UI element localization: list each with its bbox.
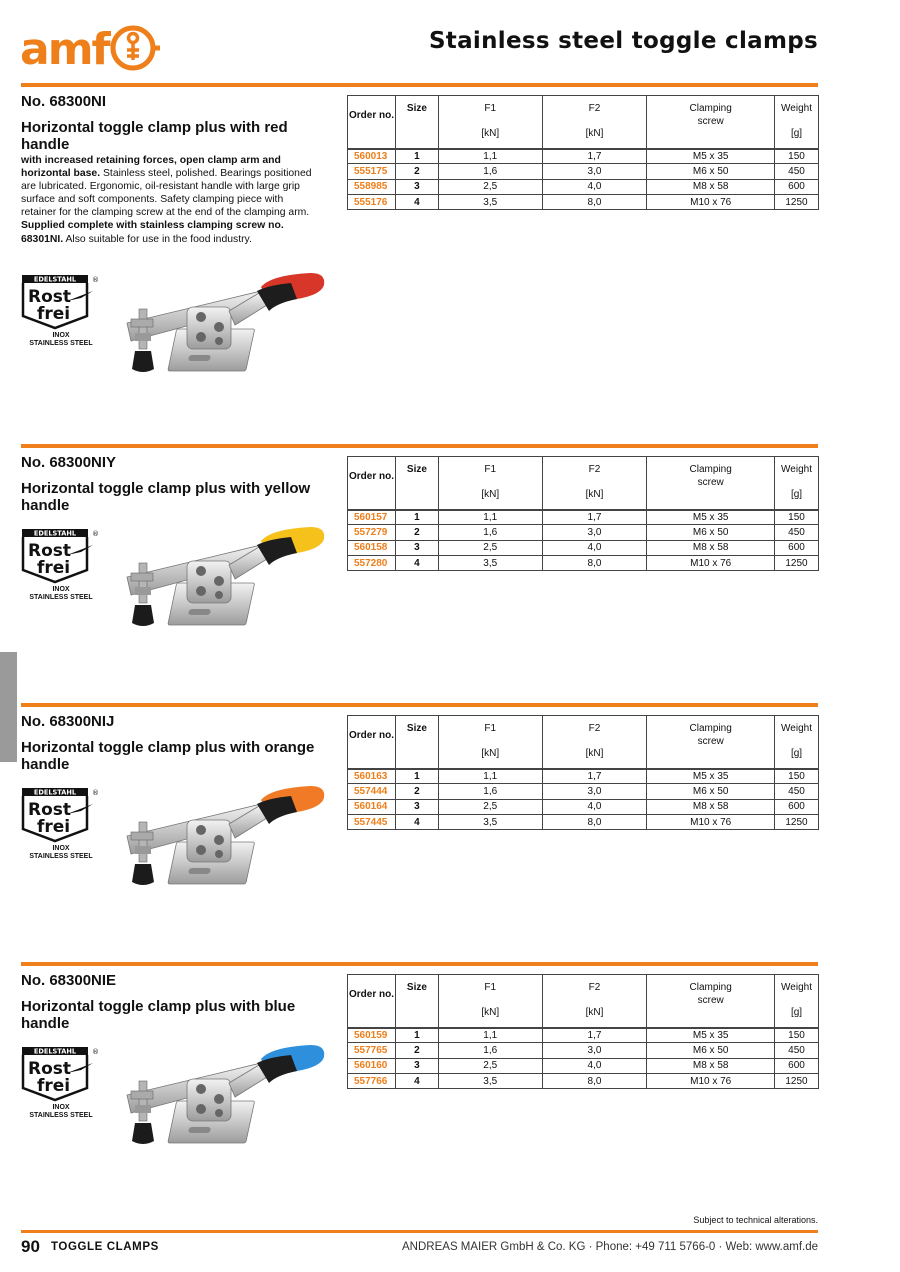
description-supplied: Supplied complete with stainless clamping screw no. 68301NI.	[21, 220, 284, 245]
f1-cell: 1,1	[438, 149, 542, 164]
f1-cell: 1,1	[438, 769, 542, 784]
order-number[interactable]: 555176	[348, 194, 396, 209]
svg-text:Rost: Rost	[28, 800, 72, 820]
inox-text: INOX	[52, 332, 70, 339]
f1-cell: 1,1	[438, 1028, 542, 1043]
weight-cell: 150	[775, 1028, 819, 1043]
order-number[interactable]: 560164	[348, 799, 396, 814]
inox-text: INOX	[52, 845, 70, 852]
f1-cell: 3,5	[438, 555, 542, 570]
stainless-steel-text: STAINLESS STEEL	[29, 1112, 93, 1119]
f2-cell: 4,0	[542, 1058, 647, 1073]
weight-cell: 1250	[775, 194, 819, 209]
inox-label	[21, 1104, 101, 1120]
col-screw: Clamping screw	[647, 96, 775, 149]
weight-cell: 450	[775, 1043, 819, 1058]
toggle-clamp-image	[121, 271, 326, 391]
product-section	[21, 962, 818, 1202]
table-header-row	[348, 716, 819, 769]
col-f1: F1 [kN]	[438, 975, 542, 1028]
f1-cell: 1,1	[438, 510, 542, 525]
f2-cell: 1,7	[542, 149, 647, 164]
screw-cell: M5 x 35	[647, 769, 775, 784]
spec-table	[347, 974, 819, 1089]
product-title: Horizontal toggle clamp plus with orange handle	[21, 739, 315, 773]
size-cell: 3	[395, 799, 438, 814]
size-cell: 2	[395, 525, 438, 540]
screw-cell: M5 x 35	[647, 510, 775, 525]
table-row	[348, 1043, 819, 1058]
f2-cell: 1,7	[542, 1028, 647, 1043]
footer-rule	[21, 1230, 818, 1233]
f2-cell: 3,0	[542, 525, 647, 540]
page-title: Stainless steel toggle clamps	[428, 28, 818, 54]
description-lead: with increased retaining forces, open clamp arm and horizontal base.	[21, 155, 281, 180]
f1-cell: 2,5	[438, 179, 542, 194]
product-section	[21, 83, 818, 444]
col-weight: Weight [g]	[775, 716, 819, 769]
col-screw: Clamping screw	[647, 975, 775, 1028]
col-screw: Clamping screw	[647, 716, 775, 769]
order-number[interactable]: 557445	[348, 814, 396, 829]
screw-cell: M5 x 35	[647, 1028, 775, 1043]
f2-cell: 8,0	[542, 194, 647, 209]
f1-cell: 2,5	[438, 1058, 542, 1073]
spec-table	[347, 456, 819, 571]
f2-cell: 8,0	[542, 1073, 647, 1088]
screw-cell: M6 x 50	[647, 525, 775, 540]
weight-cell: 600	[775, 179, 819, 194]
screw-cell: M6 x 50	[647, 784, 775, 799]
size-cell: 3	[395, 1058, 438, 1073]
svg-text:frei: frei	[37, 817, 71, 837]
order-number[interactable]: 560158	[348, 540, 396, 555]
col-weight: Weight [g]	[775, 975, 819, 1028]
weight-cell: 1250	[775, 555, 819, 570]
footer-company: ANDREAS MAIER GmbH & Co. KG · Phone: +49 711 5766-0 · Web: www.amf.de	[402, 1241, 818, 1253]
table-header-row	[348, 96, 819, 149]
col-size: Size	[395, 96, 438, 149]
screw-cell: M10 x 76	[647, 555, 775, 570]
svg-text:amf: amf	[20, 24, 109, 74]
svg-text:®: ®	[92, 276, 99, 284]
size-cell: 2	[395, 164, 438, 179]
table-row	[348, 769, 819, 784]
product-title: Horizontal toggle clamp plus with yellow handle	[21, 480, 311, 514]
size-cell: 2	[395, 784, 438, 799]
table-row	[348, 555, 819, 570]
col-order: Order no.	[348, 716, 396, 769]
order-number[interactable]: 557444	[348, 784, 396, 799]
order-number[interactable]: 560163	[348, 769, 396, 784]
table-header-row	[348, 457, 819, 510]
table-row	[348, 814, 819, 829]
screw-cell: M10 x 76	[647, 194, 775, 209]
svg-text:EDELSTAHL: EDELSTAHL	[33, 788, 77, 797]
svg-text:EDELSTAHL: EDELSTAHL	[33, 1047, 77, 1056]
screw-cell: M10 x 76	[647, 814, 775, 829]
table-row	[348, 1058, 819, 1073]
screw-cell: M10 x 76	[647, 1073, 775, 1088]
size-cell: 1	[395, 1028, 438, 1043]
order-number[interactable]: 560157	[348, 510, 396, 525]
f1-cell: 3,5	[438, 1073, 542, 1088]
weight-cell: 600	[775, 1058, 819, 1073]
f2-cell: 8,0	[542, 555, 647, 570]
order-number[interactable]: 560013	[348, 149, 396, 164]
table-row	[348, 799, 819, 814]
f2-cell: 4,0	[542, 799, 647, 814]
size-cell: 4	[395, 194, 438, 209]
col-size: Size	[395, 457, 438, 510]
f2-cell: 1,7	[542, 769, 647, 784]
f2-cell: 4,0	[542, 540, 647, 555]
svg-text:Rost: Rost	[28, 541, 72, 561]
page-number: 90	[21, 1237, 40, 1256]
col-order: Order no.	[348, 975, 396, 1028]
technical-note: Subject to technical alterations.	[693, 1215, 818, 1225]
section-rule	[21, 962, 818, 966]
stainless-steel-text: STAINLESS STEEL	[29, 594, 93, 601]
weight-cell: 450	[775, 784, 819, 799]
svg-text:frei: frei	[37, 1076, 71, 1096]
product-number: No. 68300NIJ	[21, 713, 115, 730]
weight-cell: 1250	[775, 814, 819, 829]
f1-cell: 2,5	[438, 799, 542, 814]
order-number[interactable]: 555175	[348, 164, 396, 179]
col-order: Order no.	[348, 96, 396, 149]
section-rule	[21, 703, 818, 707]
table-header-row	[348, 975, 819, 1028]
size-cell: 1	[395, 510, 438, 525]
size-cell: 4	[395, 555, 438, 570]
product-description	[21, 154, 321, 246]
svg-text:Rost: Rost	[28, 1059, 72, 1079]
table-row	[348, 1028, 819, 1043]
toggle-clamp-image	[121, 784, 326, 904]
col-f1: F1 [kN]	[438, 716, 542, 769]
order-number[interactable]: 560160	[348, 1058, 396, 1073]
weight-cell: 450	[775, 164, 819, 179]
col-f2: F2 [kN]	[542, 457, 647, 510]
screw-cell: M6 x 50	[647, 1043, 775, 1058]
inox-label	[21, 586, 101, 602]
size-cell: 3	[395, 179, 438, 194]
order-number[interactable]: 557280	[348, 555, 396, 570]
description-body: Stainless steel, polished. Bearings positioned are lubricated. Ergonomic, oil-resistant handle with large grip surface and soft components. Safety clamping piece with retainer for the clamping screw at the end of the clamping arm.	[21, 168, 312, 219]
size-cell: 3	[395, 540, 438, 555]
f1-cell: 2,5	[438, 540, 542, 555]
footer-section-name: TOGGLE CLAMPS	[51, 1241, 159, 1253]
product-title: Horizontal toggle clamp plus with red handle	[21, 119, 288, 153]
table-row	[348, 784, 819, 799]
col-f2: F2 [kN]	[542, 96, 647, 149]
table-row	[348, 510, 819, 525]
spec-table	[347, 715, 819, 830]
table-row	[348, 540, 819, 555]
screw-cell: M8 x 58	[647, 540, 775, 555]
weight-cell: 150	[775, 149, 819, 164]
f1-cell: 1,6	[438, 164, 542, 179]
table-row	[348, 179, 819, 194]
svg-text:Rost: Rost	[28, 287, 72, 307]
screw-cell: M5 x 35	[647, 149, 775, 164]
svg-text:EDELSTAHL: EDELSTAHL	[33, 529, 77, 538]
weight-cell: 450	[775, 525, 819, 540]
col-weight: Weight [g]	[775, 457, 819, 510]
svg-text:®: ®	[92, 1048, 99, 1056]
weight-cell: 600	[775, 799, 819, 814]
screw-cell: M8 x 58	[647, 179, 775, 194]
toggle-clamp-image	[121, 525, 326, 645]
col-size: Size	[395, 716, 438, 769]
product-title: Horizontal toggle clamp plus with blue handle	[21, 998, 296, 1032]
screw-cell: M8 x 58	[647, 799, 775, 814]
weight-cell: 150	[775, 769, 819, 784]
f1-cell: 1,6	[438, 784, 542, 799]
order-number[interactable]: 557279	[348, 525, 396, 540]
svg-text:®: ®	[92, 789, 99, 797]
section-rule	[21, 444, 818, 448]
toggle-clamp-image	[121, 1043, 326, 1163]
col-screw: Clamping screw	[647, 457, 775, 510]
col-size: Size	[395, 975, 438, 1028]
f2-cell: 1,7	[542, 510, 647, 525]
weight-cell: 1250	[775, 1073, 819, 1088]
amf-logo	[20, 24, 160, 74]
stainless-steel-text: STAINLESS STEEL	[29, 340, 93, 347]
svg-text:frei: frei	[37, 304, 71, 324]
size-cell: 1	[395, 149, 438, 164]
order-number[interactable]: 558985	[348, 179, 396, 194]
order-number[interactable]: 560159	[348, 1028, 396, 1043]
side-tab	[0, 652, 17, 762]
size-cell: 2	[395, 1043, 438, 1058]
inox-text: INOX	[52, 586, 70, 593]
stainless-steel-text: STAINLESS STEEL	[29, 853, 93, 860]
product-section	[21, 703, 818, 962]
f1-cell: 3,5	[438, 194, 542, 209]
col-f1: F1 [kN]	[438, 457, 542, 510]
product-number: No. 68300NIY	[21, 454, 117, 471]
f1-cell: 1,6	[438, 1043, 542, 1058]
svg-text:®: ®	[92, 530, 99, 538]
f1-cell: 3,5	[438, 814, 542, 829]
table-row	[348, 525, 819, 540]
screw-cell: M8 x 58	[647, 1058, 775, 1073]
size-cell: 1	[395, 769, 438, 784]
col-f1: F1 [kN]	[438, 96, 542, 149]
table-row	[348, 194, 819, 209]
svg-text:EDELSTAHL: EDELSTAHL	[33, 275, 77, 284]
col-weight: Weight [g]	[775, 96, 819, 149]
order-number[interactable]: 557766	[348, 1073, 396, 1088]
table-row	[348, 149, 819, 164]
inox-label	[21, 845, 101, 861]
weight-cell: 600	[775, 540, 819, 555]
size-cell: 4	[395, 1073, 438, 1088]
order-number[interactable]: 557765	[348, 1043, 396, 1058]
table-row	[348, 1073, 819, 1088]
col-f2: F2 [kN]	[542, 975, 647, 1028]
inox-label	[21, 332, 101, 348]
weight-cell: 150	[775, 510, 819, 525]
inox-text: INOX	[52, 1104, 70, 1111]
description-tail: Also suitable for use in the food industry.	[63, 233, 252, 245]
f2-cell: 3,0	[542, 784, 647, 799]
col-f2: F2 [kN]	[542, 716, 647, 769]
size-cell: 4	[395, 814, 438, 829]
f2-cell: 3,0	[542, 164, 647, 179]
product-number: No. 68300NI	[21, 93, 107, 110]
table-row	[348, 164, 819, 179]
screw-cell: M6 x 50	[647, 164, 775, 179]
f2-cell: 8,0	[542, 814, 647, 829]
col-order: Order no.	[348, 457, 396, 510]
svg-text:frei: frei	[37, 558, 71, 578]
product-number: No. 68300NIE	[21, 972, 117, 989]
product-section	[21, 444, 818, 703]
f1-cell: 1,6	[438, 525, 542, 540]
f2-cell: 4,0	[542, 179, 647, 194]
spec-table	[347, 95, 819, 210]
f2-cell: 3,0	[542, 1043, 647, 1058]
